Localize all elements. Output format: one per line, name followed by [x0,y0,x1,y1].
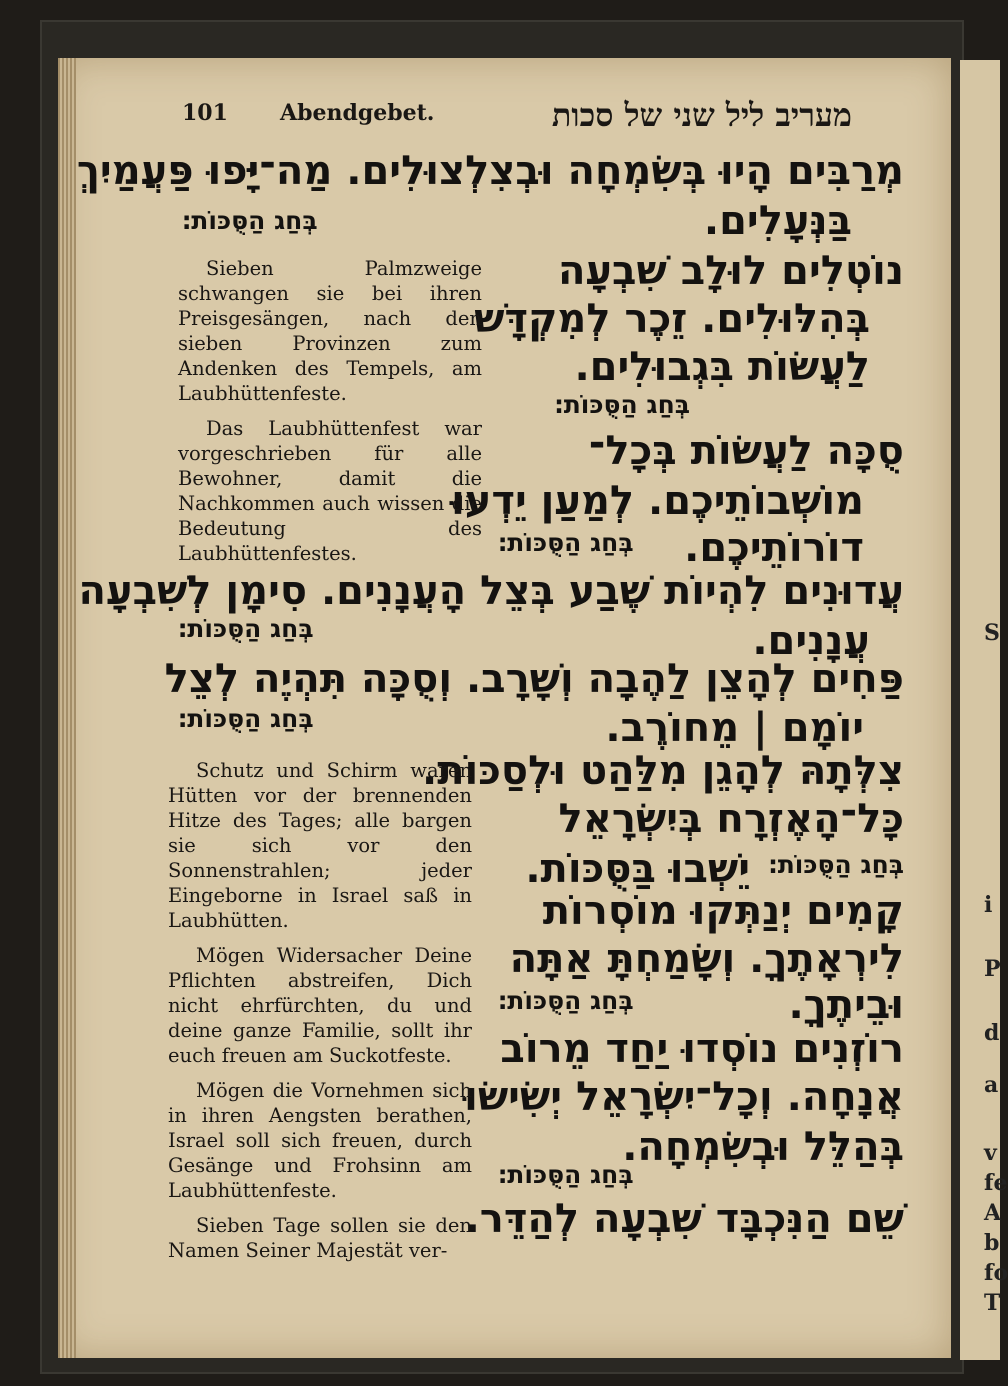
german-paragraph: Sieben Tage sollen sie den Namen Seiner Majestät ver- [168,1214,472,1262]
german-translation-block-1 [178,256,482,576]
next-page-letter: T [984,1290,1001,1316]
hebrew-running-title: מעריב ליל שני של סכות [551,96,852,134]
hebrew-line: מְרַבִּים הָיוּ בְּשִׂמְחָה וּבְצִלְצוּלִים. מַה־יָּפוּ פַּעֲמַיִךְ [76,148,904,194]
hebrew-refrain: בְּחַג הַסֻּכּוֹת׃ [554,390,690,419]
hebrew-line: וּבֵיתֶךָ. [788,982,904,1028]
german-translation-block-2 [168,758,472,1273]
page-edge [58,58,76,1358]
hebrew-refrain: בְּחַג הַסֻּכּוֹת׃ [498,528,634,557]
hebrew-line: אֲנָחָה. וְכָל־יִשְׂרָאֵל יְשִׂישׂוּ [464,1074,904,1120]
hebrew-line: רוֹזְנִים נוֹסְדוּ יַחַד מֵרוֹב [500,1026,904,1072]
next-page-letter: b [984,1230,1000,1256]
german-paragraph: Mögen die Vornehmen sich in ihren Aengsten berathen, Israel soll sich freuen, durch Gesänge und Frohsinn am Laubhüttenfeste. [168,1079,472,1202]
hebrew-line: שֵׁם הַנִּכְבָּד שִׁבְעָה לְהַדֵּר. [464,1196,904,1242]
german-paragraph: Mögen Widersacher Deine Pflichten abstreifen, Dich nicht ehrfürchten, du und deine ganze Familie, sollt ihr euch freuen am Suckotfeste. [168,944,472,1067]
hebrew-line: עֲנָנִים. [752,618,870,664]
hebrew-line: דוֹרוֹתֵיכֶם. [684,525,864,571]
hebrew-line: נוֹטְלִים לוּלָב שִׁבְעָה [557,248,904,294]
hebrew-refrain: בְּחַג הַסֻּכּוֹת׃ [182,206,318,235]
next-page-letter: S [984,620,1000,646]
next-page-letter: i [984,892,993,918]
hebrew-line: בַּנְּעָלִים. [703,198,852,244]
hebrew-line: לַעֲשׂוֹת בִּגְבוּלִים. [574,344,870,390]
hebrew-line: סֻכָּה לַעֲשׂוֹת בְּכָל־ [588,428,904,474]
german-paragraph: Das Laubhüttenfest war vorgeschrieben für alle Bewohner, damit die Nachkommen auch wissen die Bedeutung des Laubhüttenfestes. [178,417,482,565]
hebrew-line: יֵשְׁבוּ בַּסֻּכּוֹת. [525,846,750,892]
next-page-letter: A [984,1200,1002,1226]
hebrew-line: יוֹמָם | מֵחוֹרֶב. [605,705,864,751]
german-paragraph: Sieben Palmzweige schwangen sie bei ihren Preisgesängen, nach den sieben Provinzen zum Andenken des Tempels, am Laubhüttenfeste. [178,257,482,405]
hebrew-refrain: בְּחַג הַסֻּכּוֹת׃ [178,704,314,733]
next-page-letter: fe [984,1170,1008,1196]
next-page-letter: v [984,1140,997,1166]
hebrew-refrain: בְּחַג הַסֻּכּוֹת׃ [498,1160,634,1189]
german-paragraph: Schutz und Schirm waren Hütten vor der brennenden Hitze des Tages; alle bargen sie sich vor den Sonnenstrahlen; jeder Eingeborne in Israel saß in Laubhütten. [168,759,472,932]
hebrew-line: בְּהִלּוּלִים. זֵכֶר לְמִקְדָּשׁ [474,296,870,342]
hebrew-line: כָּל־הָאֶזְרָח בְּיִשְׂרָאֵל [558,796,904,842]
hebrew-line: מוֹשְׁבוֹתֵיכֶם. לְמַעַן יֵדְעוּ [451,478,864,524]
page-number: 101 [182,100,228,126]
hebrew-refrain: בְּחַג הַסֻּכּוֹת׃ [768,850,904,879]
next-page-letter: P [984,956,1001,982]
hebrew-line: פַּחִים לְהָצֵן לַהֶבָה וְשָׁרָב. וְסֻכָּה תִּהְיֶה לְצֵל [164,656,904,702]
next-page-letter: fo [984,1260,1008,1286]
next-page-letter: a [984,1072,999,1098]
hebrew-line: צִלְּתָהּ לְהָגֵן מִלַּהַט וּלְסַכּוֹת. [422,748,904,794]
next-page-edge [960,60,1008,1360]
german-running-title: Abendgebet. [280,100,435,126]
hebrew-refrain: בְּחַג הַסֻּכּוֹת׃ [498,986,634,1015]
hebrew-line: לִירְאָתֶךָ. וְשָׂמַחְתָּ אַתָּה [509,936,904,982]
hebrew-line: עֲדוּנִים לִהְיוֹת שֶׁבַע בְּצֵל הָעֲנָנִים. סִימָן לְשִׁבְעָה [78,568,904,614]
next-page-letter: d [984,1020,1000,1046]
hebrew-line: קָמִים יְנַתְּקוּ מוֹסְרוֹת [542,888,904,934]
hebrew-refrain: בְּחַג הַסֻּכּוֹת׃ [178,614,314,643]
hebrew-line: בְּהַלֵּל וּבְשִׂמְחָה. [622,1124,904,1170]
